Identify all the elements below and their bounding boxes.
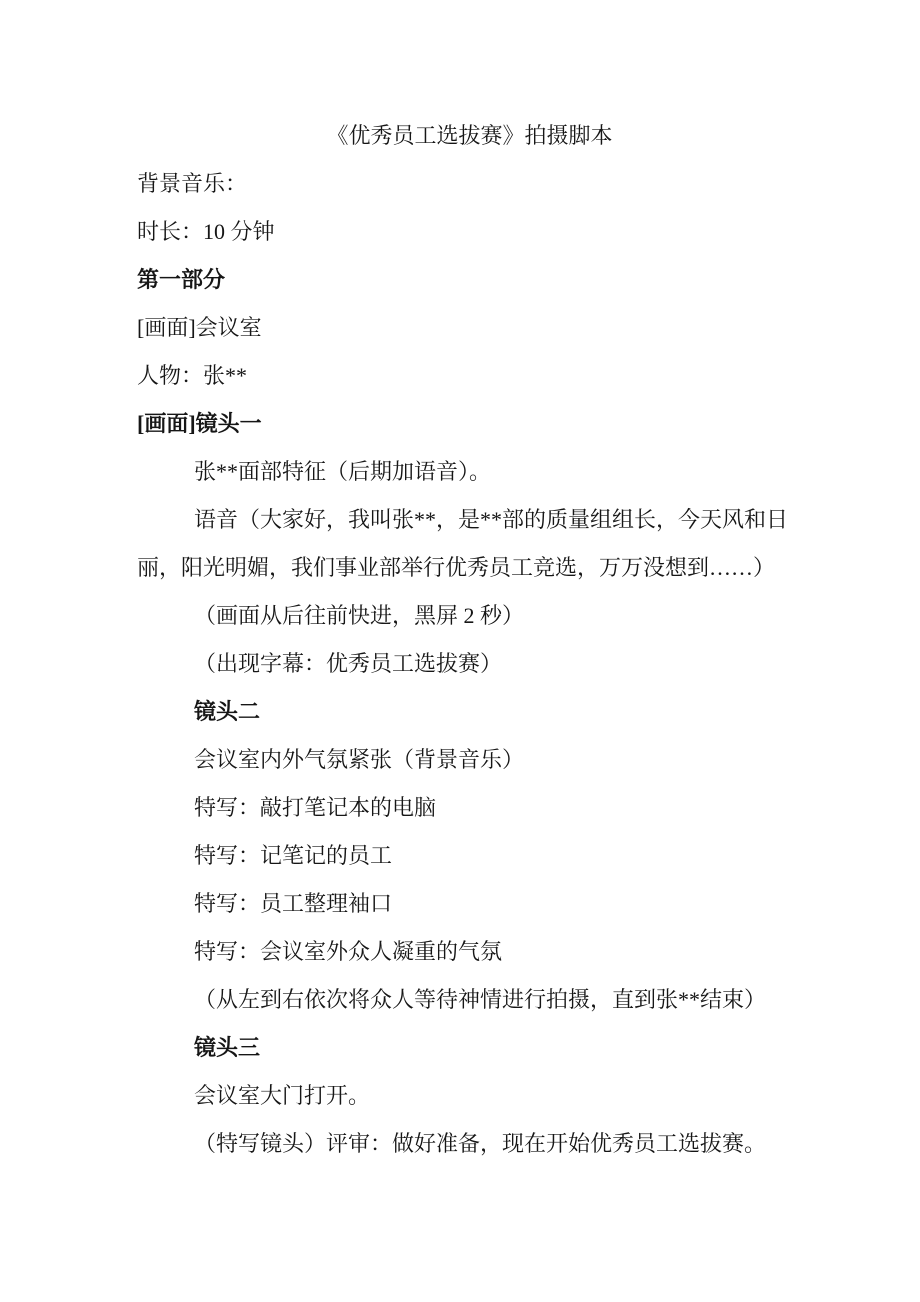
shot-two-line-2: 特写：敲打笔记本的电脑 [194, 795, 437, 820]
scene-line: [画面]会议室 [137, 315, 262, 340]
character-line: 人物：张** [137, 363, 248, 388]
part-one-heading: 第一部分 [137, 267, 226, 292]
shot-one-line-3: （画面从后往前快进，黑屏 2 秒） [194, 603, 525, 628]
shot-two-line-3: 特写：记笔记的员工 [194, 843, 393, 868]
background-music-line: 背景音乐： [137, 171, 248, 196]
shot-three-heading: 镜头三 [194, 1035, 261, 1060]
shot-one-line-4: （出现字幕：优秀员工选拔赛） [194, 651, 503, 676]
shot-one-line-2-continued: 丽，阳光明媚，我们事业部举行优秀员工竞选，万万没想到……） [137, 555, 776, 580]
shot-three-line-1: 会议室大门打开。 [194, 1083, 371, 1108]
duration-line: 时长：10 分钟 [137, 219, 275, 244]
shot-two-line-4: 特写：员工整理袖口 [194, 891, 393, 916]
shot-one-line-2: 语音（大家好，我叫张**，是**部的质量组组长，今天风和日 [194, 507, 789, 532]
shot-two-line-5: 特写：会议室外众人凝重的气氛 [194, 939, 503, 964]
shot-one-line-1: 张**面部特征（后期加语音）。 [194, 459, 492, 484]
script-title: 《优秀员工选拔赛》拍摄脚本 [326, 123, 613, 148]
shot-one-heading: [画面]镜头一 [137, 411, 262, 436]
shot-three-line-2: （特写镜头）评审：做好准备，现在开始优秀员工选拔赛。 [194, 1131, 767, 1156]
shot-two-heading: 镜头二 [194, 699, 261, 724]
shot-two-line-6: （从左到右依次将众人等待神情进行拍摄，直到张**结束） [194, 987, 767, 1012]
shot-two-line-1: 会议室内外气氛紧张（背景音乐） [194, 747, 525, 772]
